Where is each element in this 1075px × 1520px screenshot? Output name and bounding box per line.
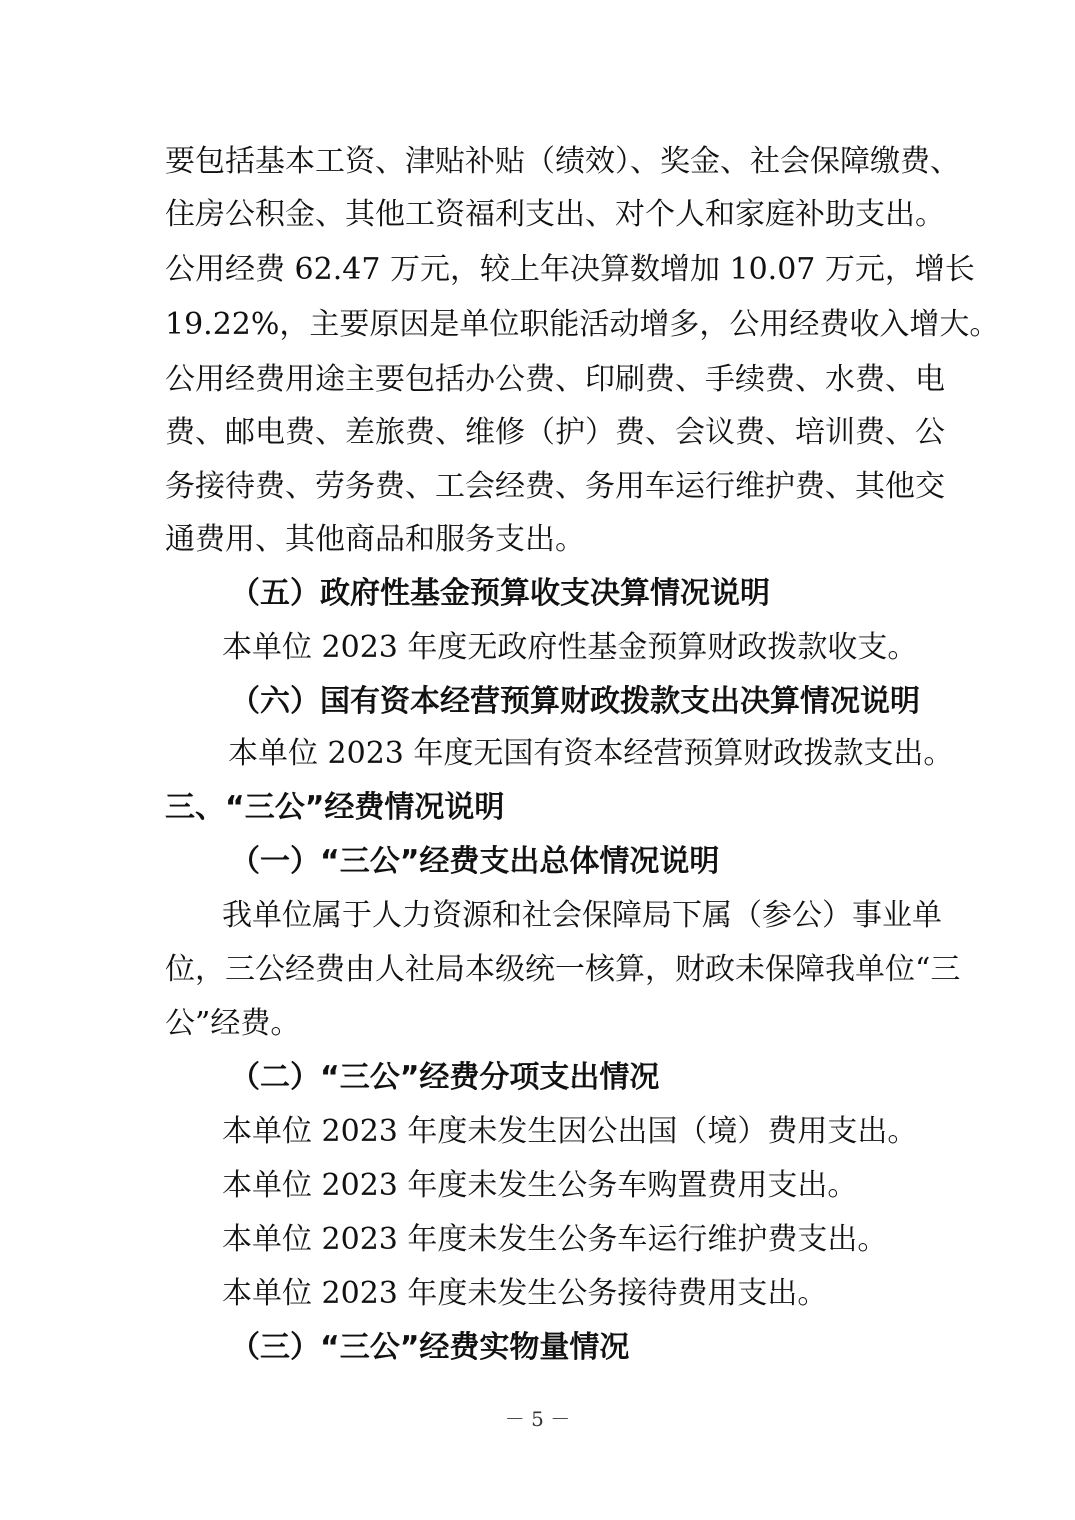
paragraph-line: 本单位 2023 年度未发生公务车购置费用支出。	[222, 1168, 858, 1203]
paragraph-line: 费、邮电费、差旅费、维修（护）费、会议费、培训费、公	[165, 415, 945, 450]
paragraph-line: 本单位 2023 年度无政府性基金预算财政拨款收支。	[222, 630, 918, 665]
paragraph-line: 通费用、其他商品和服务支出。	[165, 522, 585, 557]
paragraph-line: 住房公积金、其他工资福利支出、对个人和家庭补助支出。	[165, 197, 945, 232]
paragraph-line: 位，三公经费由人社局本级统一核算，财政未保障我单位“三	[165, 952, 961, 987]
paragraph-line: 本单位 2023 年度未发生公务车运行维护费支出。	[222, 1222, 888, 1257]
paragraph-line: 公用经费 62.47 万元，较上年决算数增加 10.07 万元，增长	[165, 252, 975, 287]
paragraph-line: 本单位 2023 年度无国有资本经营预算财政拨款支出。	[228, 736, 954, 771]
section-heading-five: （五）政府性基金预算收支决算情况说明	[230, 576, 770, 611]
section-heading-six: （六）国有资本经营预算财政拨款支出决算情况说明	[230, 684, 920, 719]
paragraph-line: 公”经费。	[165, 1006, 301, 1041]
section-heading-3-2: （二）“三公”经费分项支出情况	[230, 1060, 660, 1095]
paragraph-line: 公用经费用途主要包括办公费、印刷费、手续费、水费、电	[165, 362, 945, 397]
chapter-heading-three: 三、“三公”经费情况说明	[165, 790, 505, 825]
paragraph-line: 要包括基本工资、津贴补贴（绩效）、奖金、社会保障缴费、	[165, 144, 960, 179]
paragraph-line: 本单位 2023 年度未发生公务接待费用支出。	[222, 1276, 828, 1311]
paragraph-line: 本单位 2023 年度未发生因公出国（境）费用支出。	[222, 1114, 918, 1149]
paragraph-line: 19.22%，主要原因是单位职能活动增多，公用经费收入增大。	[165, 307, 1000, 342]
section-heading-3-1: （一）“三公”经费支出总体情况说明	[230, 844, 720, 879]
paragraph-line: 务接待费、劳务费、工会经费、务用车运行维护费、其他交	[165, 469, 945, 504]
section-heading-3-3: （三）“三公”经费实物量情况	[230, 1330, 630, 1365]
page-number: － 5 －	[504, 1407, 571, 1431]
paragraph-line: 我单位属于人力资源和社会保障局下属（参公）事业单	[222, 898, 942, 933]
